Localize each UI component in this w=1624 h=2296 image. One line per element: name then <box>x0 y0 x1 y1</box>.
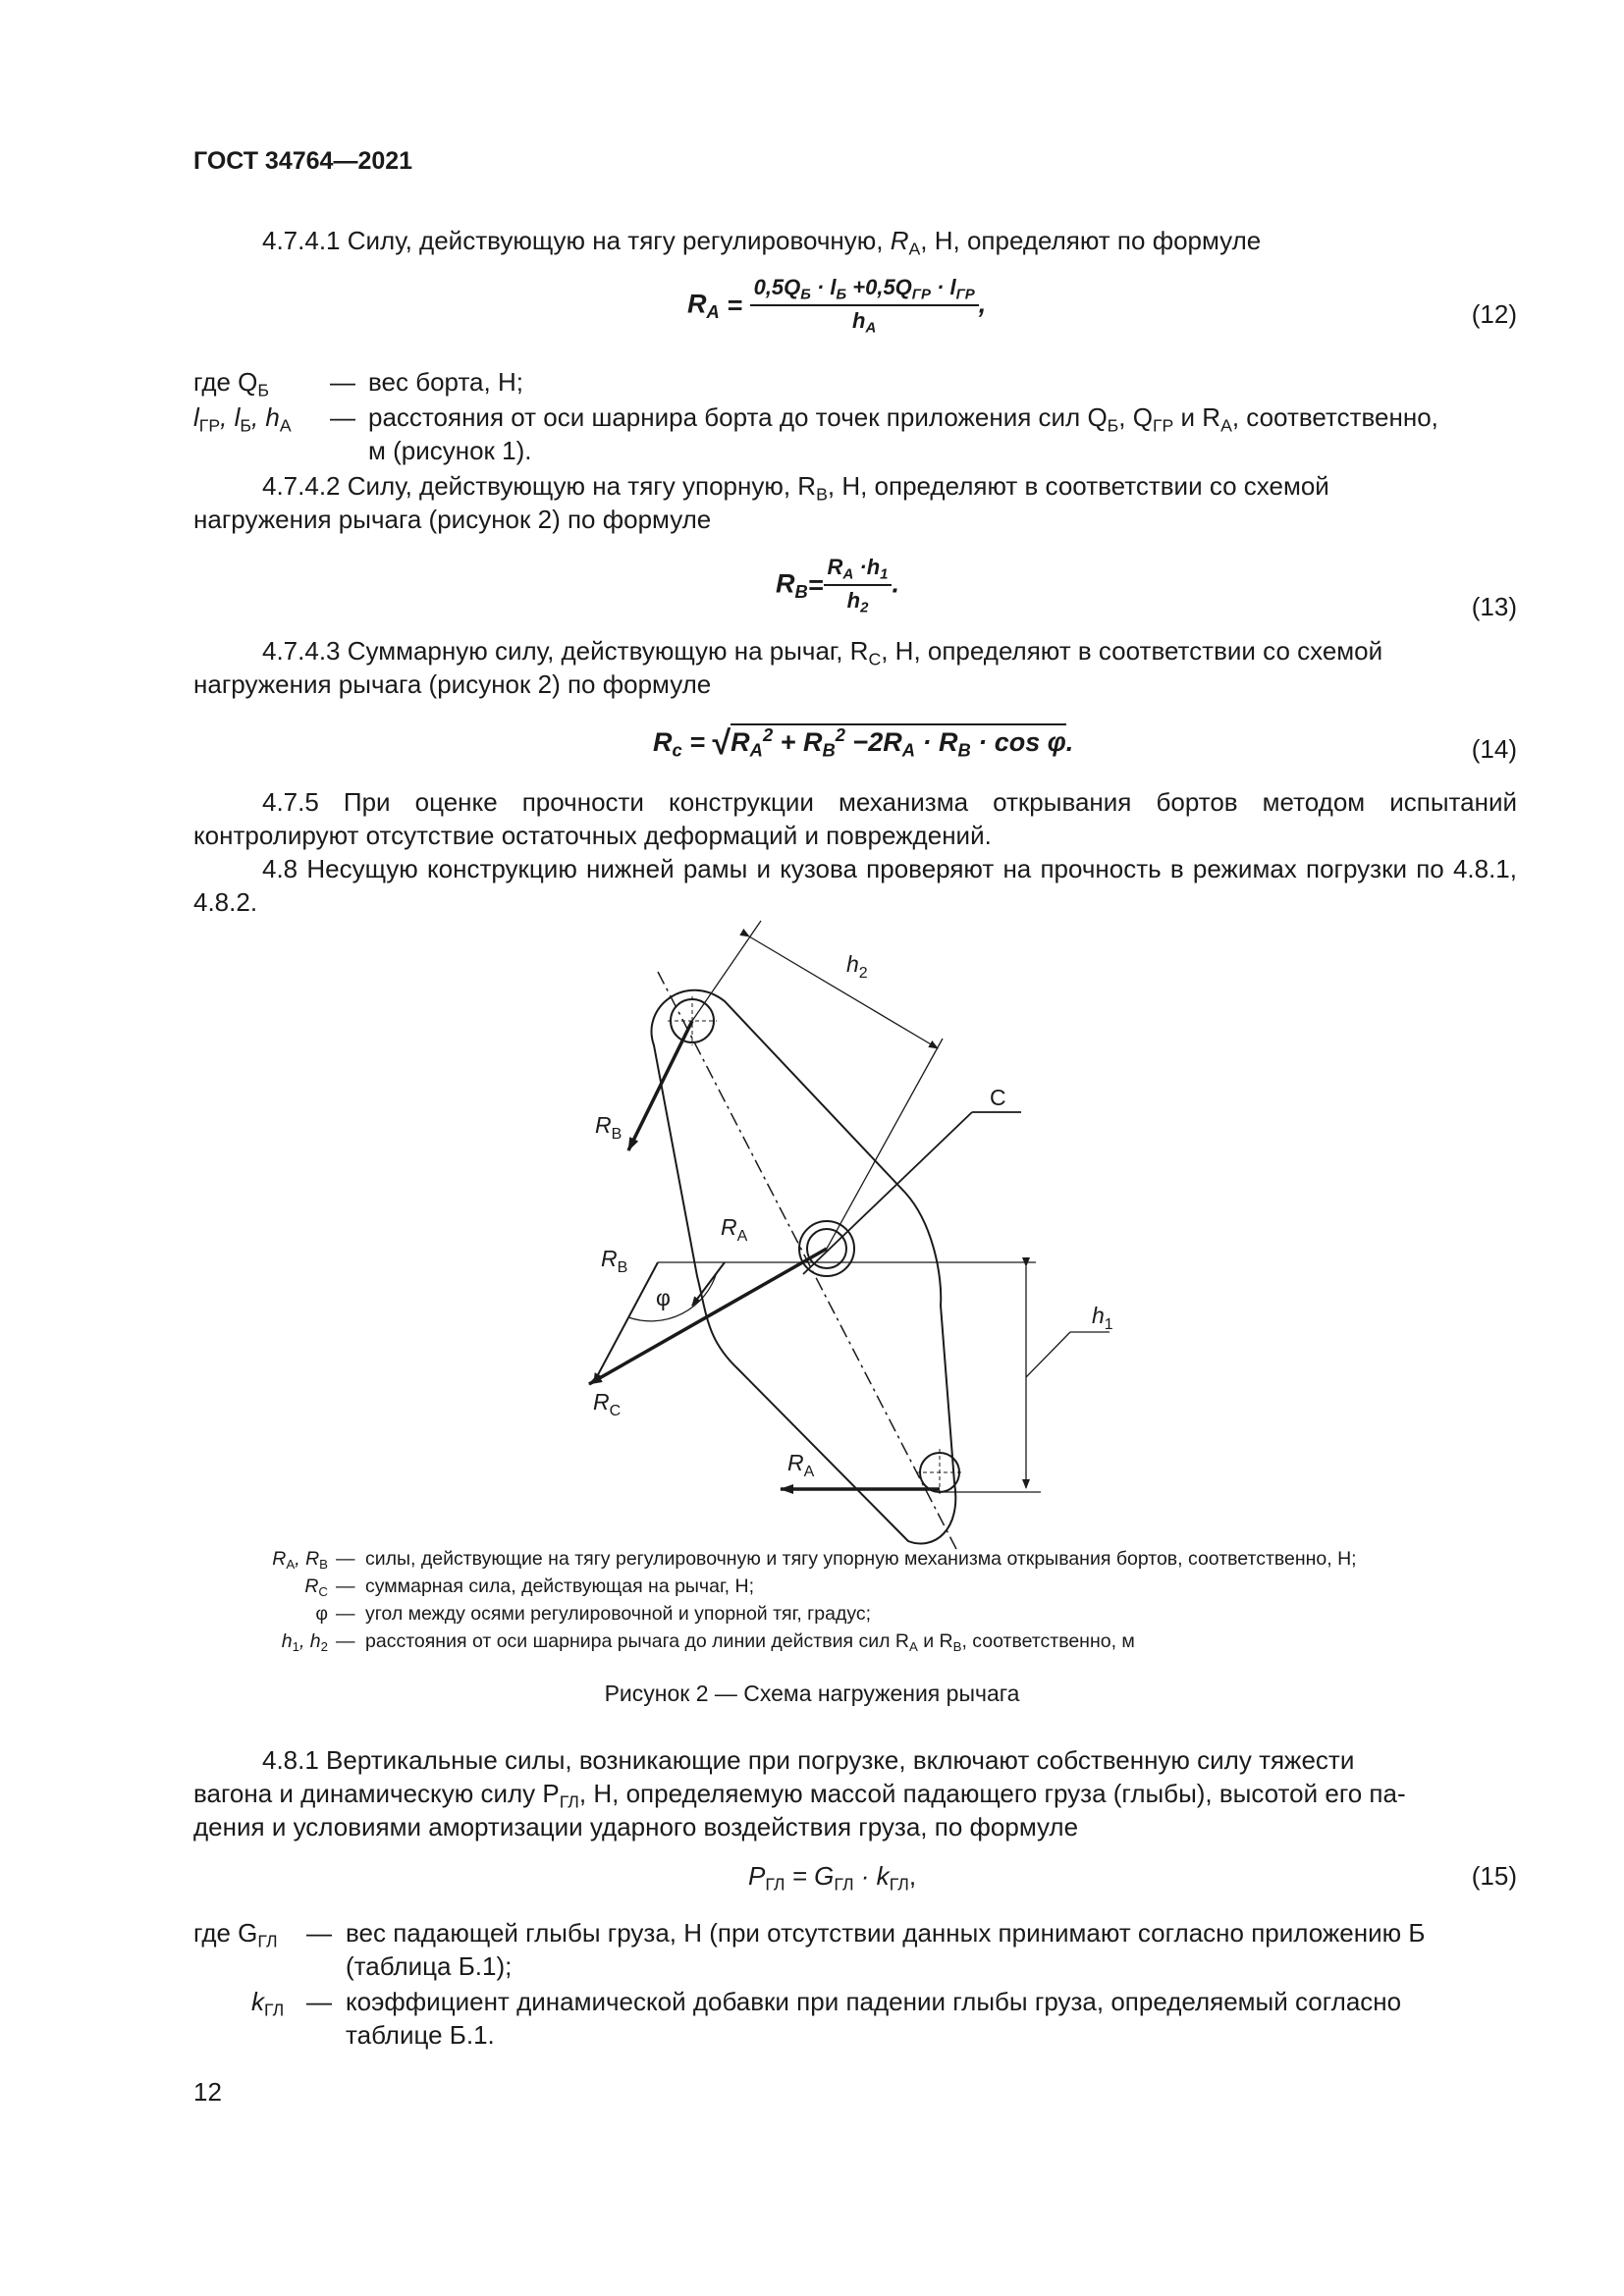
h2-extension-bottom <box>827 1039 943 1249</box>
force-rb-top <box>628 1021 692 1150</box>
paragraph-4-8: 4.8 Несущую конструкцию нижней рамы и кузова проверяют на прочность в режимах погрузки по 4.8.1, 4.8.2. <box>193 854 1517 917</box>
label-phi: φ <box>656 1285 671 1310</box>
paragraph-4-7-4-2-line2: нагружения рычага (рисунок 2) по формуле <box>193 505 712 534</box>
paragraph-4-7-4-2: 4.7.4.2 Силу, действующую на тягу упорную, $R_В$, Н, определяют в соответствии со схемой <box>262 471 1329 505</box>
eq-equals: = <box>727 290 743 320</box>
definition-text: м (рисунок 1). <box>368 436 532 465</box>
eq-lhs: R <box>687 289 707 319</box>
definition-text: расстояния от оси шарнира борта до точек приложения сил $Q_Б$, $Q_{ГР}$ и $R_А$, соответственно, <box>368 402 1438 436</box>
h1-leader <box>1026 1332 1070 1377</box>
figure-caption: Рисунок 2 — Схема нагружения рычага <box>604 1681 1020 1706</box>
h2-dimension-line <box>749 936 938 1048</box>
text: , Н, определяют по формуле <box>920 226 1262 255</box>
page-number: 12 <box>193 2077 222 2107</box>
eq-tail: , <box>978 289 987 319</box>
equation-13: $R_B=$ $\frac{R_A \cdot h_1}{h_2}$ . <box>776 555 899 616</box>
definition-text: таблице Б.1. <box>346 2020 495 2050</box>
label-rb-mid: $R_В$ <box>601 1246 628 1276</box>
definition-key: $k_{ГЛ}$ <box>251 1987 285 2020</box>
equation-14: $R_c = √R_A^2 + R_B^2 -2R_A \cdot R_B \cdot \cos \varphi$. <box>653 724 1074 762</box>
force-rb-mid <box>692 1262 725 1306</box>
definition-dash: — <box>330 367 355 397</box>
denominator: $h_A$ <box>852 308 877 337</box>
paragraph-4-8-1: 4.8.1 Вертикальные силы, возникающие при погрузке, включают собственную силу тяжести <box>262 1745 1355 1775</box>
paragraph-4-8-1-line2: вагона и динамическую силу $P_{ГЛ}$, Н, определяемую массой падающего груза (глыбы), высотой его па- <box>193 1779 1406 1812</box>
label-ra-bottom: $R_А$ <box>787 1450 815 1480</box>
definition-key: где $G_{ГЛ}$ <box>193 1918 278 1951</box>
definition-text: вес борта, Н; <box>368 367 523 397</box>
definition-text: вес падающей глыбы груза, Н (при отсутствии данных принимают согласно приложению Б <box>346 1918 1426 1948</box>
c-leader <box>803 1112 972 1274</box>
h2-extension-top <box>692 921 761 1021</box>
figure-legend <box>220 1545 1357 1655</box>
definition-key: $l_{ГР}$, $l_Б$, $h_А$ <box>193 402 292 436</box>
equation-number-12: (12) <box>1471 299 1517 329</box>
equation-number-13: (13) <box>1471 592 1517 621</box>
phi-arc <box>628 1272 717 1321</box>
label-h1: $h_1$ <box>1092 1303 1113 1333</box>
lever-loading-diagram <box>550 903 1159 1571</box>
legend-row: $h_1$, $h_2$ — расстояния от оси шарнира рычага до линии действия сил $R_А$ и $R_В$, соответственно, м <box>281 1630 1135 1654</box>
equation-15: $P_{ГЛ} = G_{ГЛ} \cdot k_{ГЛ}$, <box>748 1861 917 1895</box>
label-ra-mid: $R_А$ <box>721 1214 748 1245</box>
paragraph-4-8-1-line3: дения и условиями амортизации ударного воздействия груза, по формуле <box>193 1812 1079 1842</box>
document-header: ГОСТ 34764—2021 <box>193 147 413 175</box>
definition-text: (таблица Б.1); <box>346 1951 513 1981</box>
symbol: R <box>890 226 909 255</box>
definition-text: коэффициент динамической добавки при падении глыбы груза, определяемый согласно <box>346 1987 1402 2016</box>
legend-row: φ — угол между осями регулировочной и упорной тяг, градус; <box>315 1603 872 1625</box>
definition-dash: — <box>306 1918 332 1948</box>
equation-number-15: (15) <box>1471 1861 1517 1891</box>
numerator: $0,5Q_Б \cdot l_Б +0,5Q_{ГР} \cdot l_{ГР}$ <box>750 275 979 306</box>
definition-dash: — <box>306 1987 332 2016</box>
legend-row: $R_С$ — суммарная сила, действующая на рычаг, Н; <box>304 1575 755 1599</box>
paragraph-4-7-5: 4.7.5 При оценке прочности конструкции механизма открывания бортов методом испытаний контролируют отсутствие остаточных деформаций и повреждений. <box>193 787 1517 850</box>
fraction <box>750 275 979 337</box>
label-rc: $R_С$ <box>593 1389 622 1419</box>
equation-12 <box>687 275 986 337</box>
legend-row: $R_А$, $R_В$ — силы, действующие на тягу регулировочную и тягу упорную механизма открывания бортов, соответственно, Н; <box>272 1548 1357 1572</box>
label-rb-top: $R_В$ <box>595 1112 623 1143</box>
eq-sub: A <box>706 301 720 323</box>
definition-dash: — <box>330 402 355 432</box>
equation-number-14: (14) <box>1471 734 1517 764</box>
paragraph-4-7-4-3-line2: нагружения рычага (рисунок 2) по формуле <box>193 669 712 699</box>
paragraph-4-7-4-1 <box>262 224 1261 265</box>
subscript: А <box>908 239 921 259</box>
paragraph-4-7-4-3: 4.7.4.3 Суммарную силу, действующую на рычаг, $R_С$, Н, определяют в соответствии со схемой <box>262 636 1383 669</box>
definition-key: где $Q_Б$ <box>193 367 270 400</box>
fraction: $\frac{R_A \cdot h_1}{h_2}$ <box>824 555 893 616</box>
text: 4.7.4.1 Силу, действующую на тягу регулировочную, <box>262 226 891 255</box>
label-h2: $h_2$ <box>846 951 868 982</box>
label-c: С <box>990 1085 1006 1110</box>
